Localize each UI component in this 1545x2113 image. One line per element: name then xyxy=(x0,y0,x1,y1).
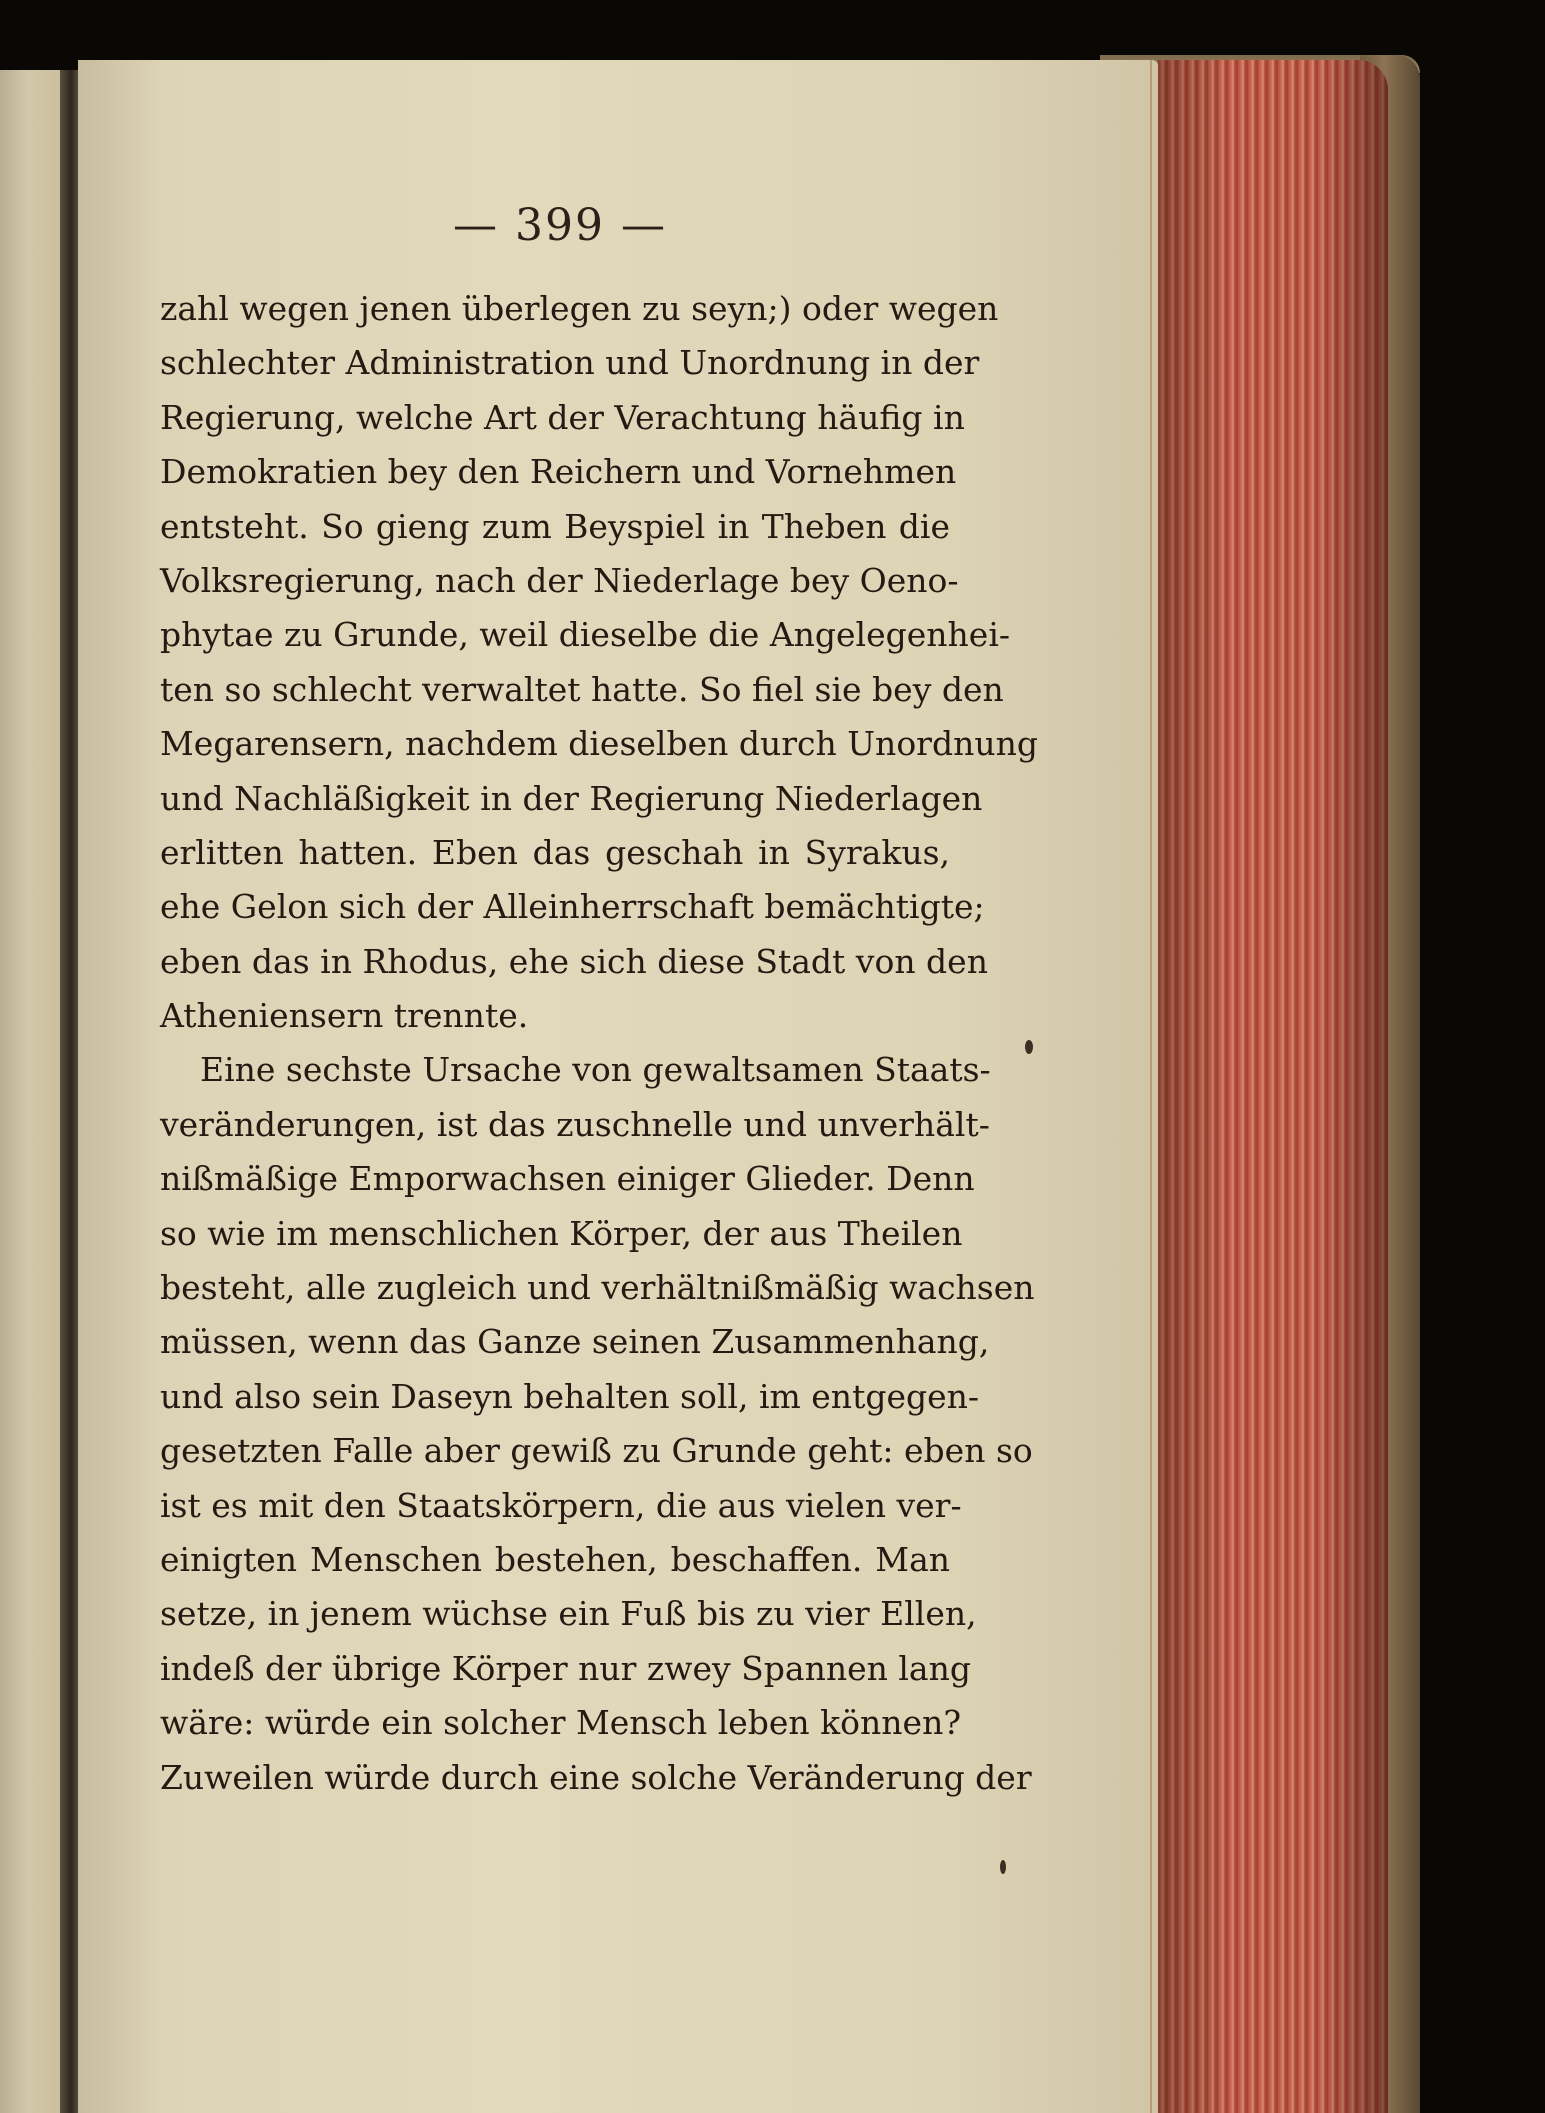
text-line: wäre: würde ein solcher Mensch leben können? xyxy=(160,1703,962,1743)
text-line: Atheniensern trennte. xyxy=(160,996,529,1036)
ink-speck xyxy=(1000,1860,1006,1874)
text-line: Megarensern, nachdem dieselben durch Unordnung xyxy=(160,724,1038,764)
text-line: zahl wegen jenen überlegen zu seyn;) oder wegen xyxy=(160,289,999,328)
ink-speck xyxy=(1025,1040,1033,1054)
page-edge-line xyxy=(1150,60,1152,2113)
text-line: besteht, alle zugleich und verhältnißmäßig wachsen xyxy=(160,1268,1035,1308)
page-number: — 399 — xyxy=(453,200,667,251)
text-line: phytae zu Grunde, weil dieselbe die Angelegenhei- xyxy=(160,615,1011,655)
text-line: so wie im menschlichen Körper, der aus Theilen xyxy=(160,1213,963,1253)
text-line: ist es mit den Staatskörpern, die aus vielen ver- xyxy=(160,1485,962,1525)
text-line: setze, in jenem wüchse ein Fuß bis zu vier Ellen, xyxy=(160,1594,977,1634)
text-line: Demokratien bey den Reichern und Vornehmen xyxy=(160,452,957,492)
text-line: Volksregierung, nach der Niederlage bey Oeno- xyxy=(160,560,959,600)
text-line: müssen, wenn das Ganze seinen Zusammenhang, xyxy=(160,1322,990,1362)
text-line: nißmäßige Emporwachsen einiger Glieder. Denn xyxy=(160,1159,975,1199)
text-line: gesetzten Falle aber gewiß zu Grunde geht: eben so xyxy=(160,1431,1033,1471)
page-text xyxy=(160,282,1038,1805)
text-line: ehe Gelon sich der Alleinherrschaft bemächtigte; xyxy=(160,887,985,927)
text-line: erlitten hatten. Eben das geschah in Syrakus, xyxy=(160,832,950,872)
text-line: schlechter Administration und Unordnung in der xyxy=(160,343,980,383)
text-line: und also sein Daseyn behalten soll, im entgegen- xyxy=(160,1376,980,1416)
text-line: Zuweilen würde durch eine solche Veränderung der xyxy=(160,1757,1032,1797)
text-line: und Nachläßigkeit in der Regierung Niederlagen xyxy=(160,778,983,818)
text-line: entsteht. So gieng zum Beyspiel in Theben die xyxy=(160,506,950,546)
text-line: ten so schlecht verwaltet hatte. So fiel sie bey den xyxy=(160,669,1004,709)
page-edges-shading xyxy=(1158,60,1388,2113)
text-line: indeß der übrige Körper nur zwey Spannen lang xyxy=(160,1648,971,1688)
text-line: veränderungen, ist das zuschnelle und unverhält- xyxy=(160,1104,990,1144)
text-line: Eine sechste Ursache von gewaltsamen Staats- xyxy=(200,1050,991,1090)
text-line: eben das in Rhodus, ehe sich diese Stadt von den xyxy=(160,941,988,981)
text-line: Regierung, welche Art der Verachtung häufig in xyxy=(160,397,965,437)
text-line: einigten Menschen bestehen, beschaffen. Man xyxy=(160,1539,950,1579)
